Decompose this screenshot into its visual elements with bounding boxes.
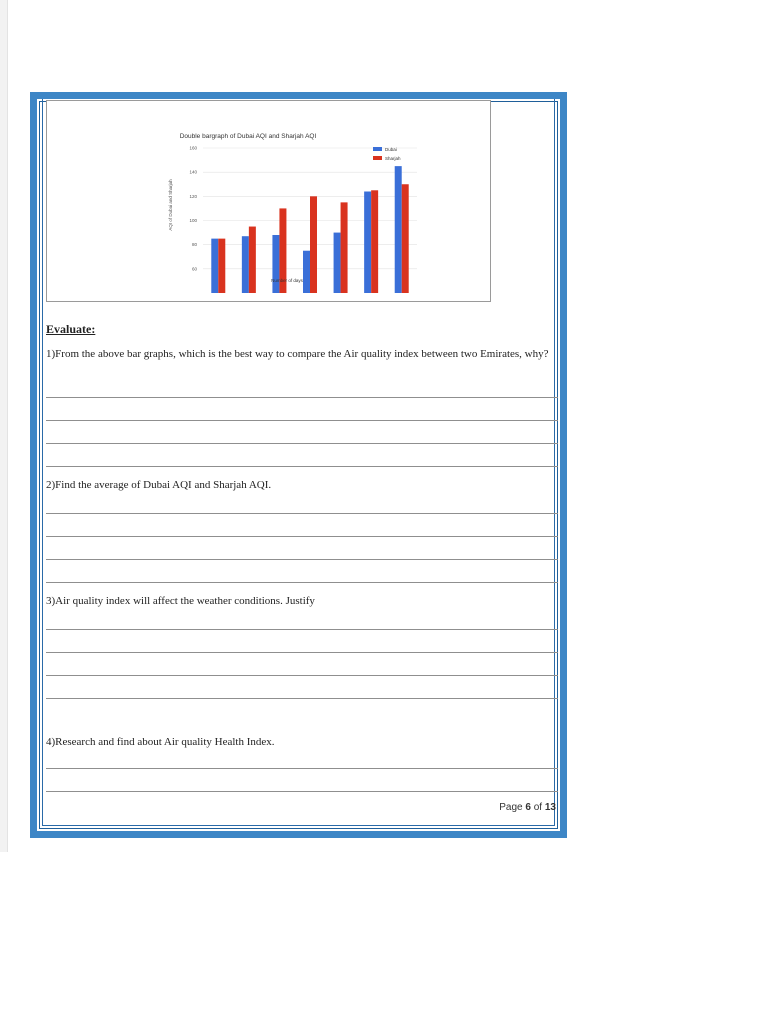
viewer-left-edge <box>0 0 8 852</box>
chart-title: Double bargraph of Dubai AQI and Sharjah AQI <box>179 133 317 140</box>
answer-line[interactable] <box>46 629 558 630</box>
answer-line[interactable] <box>46 791 558 792</box>
bar-sharjah <box>402 184 409 293</box>
legend-label-dubai: Dubai <box>385 147 397 152</box>
page-total: 13 <box>544 802 556 813</box>
answer-line[interactable] <box>46 397 558 398</box>
answer-line[interactable] <box>46 420 558 421</box>
bar-dubai <box>395 166 402 293</box>
question-3: 3)Air quality index will affect the weather conditions. Justify <box>46 595 315 607</box>
y-tick-label: 100 <box>189 218 197 223</box>
bar-dubai <box>272 235 279 293</box>
page-prefix: Page <box>499 802 523 813</box>
bar-dubai <box>242 236 249 293</box>
legend-label-sharjah: Sharjah <box>385 156 401 161</box>
answer-line[interactable] <box>46 536 558 537</box>
bar-chart <box>47 101 490 301</box>
page-current: 6 <box>525 802 531 813</box>
chart-legend <box>373 147 401 161</box>
bar-dubai <box>303 251 310 293</box>
answer-line[interactable] <box>46 582 558 583</box>
y-tick-label: 160 <box>189 145 197 151</box>
question-4: 4)Research and find about Air quality Health Index. <box>46 736 275 748</box>
bar-sharjah <box>249 227 256 293</box>
legend-swatch-sharjah <box>373 156 382 160</box>
legend-swatch-dubai <box>373 147 382 151</box>
y-tick-label: 140 <box>189 169 197 175</box>
bar-sharjah <box>371 190 378 293</box>
y-tick-label: 60 <box>191 266 197 272</box>
answer-line[interactable] <box>46 675 558 676</box>
answer-line[interactable] <box>46 768 558 769</box>
y-axis-label: AQI of Dubai and Sharjah <box>168 179 173 231</box>
bar-sharjah <box>310 196 317 293</box>
question-1: 1)From the above bar graphs, which is the best way to compare the Air quality index between two Emirates, why? <box>46 348 549 360</box>
answer-line[interactable] <box>46 698 558 699</box>
answer-line[interactable] <box>46 466 558 467</box>
section-heading: Evaluate: <box>46 322 96 336</box>
bar-dubai <box>211 239 218 293</box>
bar-chart-panel <box>46 100 491 302</box>
answer-line[interactable] <box>46 443 558 444</box>
x-axis-label: Number of days <box>271 278 303 283</box>
bar-sharjah <box>341 202 348 293</box>
answer-line[interactable] <box>46 513 558 514</box>
y-tick-label: 80 <box>191 242 197 248</box>
bar-sharjah <box>218 239 225 293</box>
answer-line[interactable] <box>46 559 558 560</box>
bar-dubai <box>334 233 341 293</box>
question-2: 2)Find the average of Dubai AQI and Sharjah AQI. <box>46 479 272 491</box>
answer-line[interactable] <box>46 652 558 653</box>
page-number <box>480 802 556 813</box>
y-tick-label: 120 <box>189 193 197 199</box>
bar-dubai <box>364 192 371 294</box>
page-of: of <box>533 802 543 813</box>
